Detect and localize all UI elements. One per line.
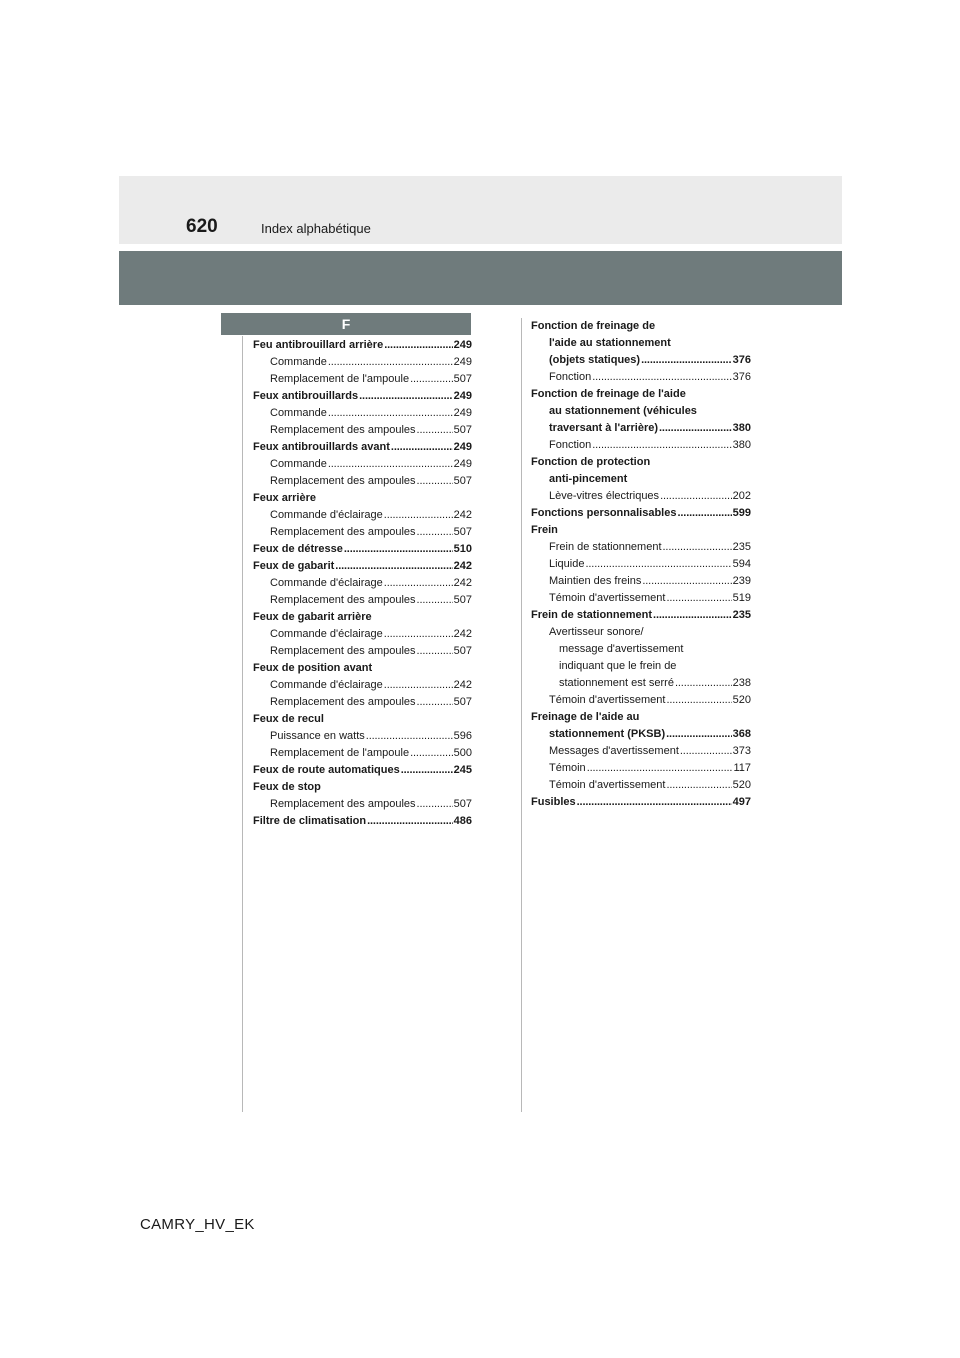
index-entry [253, 677, 472, 694]
entry-label: Freinage de l'aide au [531, 711, 640, 723]
dot-leader [328, 354, 453, 371]
index-entry [253, 643, 472, 660]
column-divider-right [521, 318, 522, 1112]
index-entry [253, 575, 472, 592]
entry-label: Fonctions personnalisables [531, 507, 677, 519]
entry-label: Fonction de freinage de l'aide [531, 388, 686, 400]
dot-leader [680, 743, 732, 760]
entry-label: Fusibles [531, 796, 576, 808]
dot-leader [367, 813, 453, 830]
index-entry [253, 711, 472, 728]
index-entry [531, 488, 751, 505]
index-entry [253, 779, 472, 796]
entry-label: Feux de gabarit arrière [253, 611, 372, 623]
index-entry [531, 607, 751, 624]
entry-page-number: 249 [453, 458, 472, 470]
index-entry [253, 694, 472, 711]
index-entry [531, 318, 751, 335]
index-entry [531, 335, 751, 352]
entry-label: Témoin d'avertissement [549, 694, 666, 706]
entry-page-number: 249 [453, 407, 472, 419]
index-entry [253, 524, 472, 541]
index-entry [531, 692, 751, 709]
entry-page-number: 507 [453, 645, 472, 657]
index-entry [253, 592, 472, 609]
index-entry [531, 760, 751, 777]
dot-leader [587, 760, 733, 777]
entry-page-number: 380 [732, 422, 751, 434]
entry-page-number: 380 [732, 439, 751, 451]
index-entry [253, 609, 472, 626]
entry-label: Feux de route automatiques [253, 764, 400, 776]
dot-leader [417, 422, 453, 439]
entry-page-number: 239 [732, 575, 751, 587]
entry-label: Liquide [549, 558, 585, 570]
entry-label: Commande [270, 356, 327, 368]
dot-leader [410, 745, 453, 762]
entry-page-number: 599 [732, 507, 751, 519]
index-entry [531, 369, 751, 386]
entry-page-number: 368 [732, 728, 751, 740]
entry-page-number: 376 [732, 371, 751, 383]
entry-label: Lève-vitres électriques [549, 490, 660, 502]
index-entry [531, 658, 751, 675]
index-entry [531, 420, 751, 437]
entry-label: Fonction de protection [531, 456, 651, 468]
dot-leader [417, 796, 453, 813]
dot-leader [666, 692, 731, 709]
index-entry [253, 626, 472, 643]
index-entry [531, 352, 751, 369]
entry-label: stationnement (PKSB) [549, 728, 666, 740]
entry-page-number: 117 [733, 762, 751, 774]
dot-leader [328, 456, 453, 473]
entry-page-number: 373 [732, 745, 751, 757]
entry-label: Avertisseur sonore/ [549, 626, 644, 638]
index-entry [253, 456, 472, 473]
entry-page-number: 507 [453, 798, 472, 810]
entry-label: au stationnement (véhicules [549, 405, 697, 417]
header-band [119, 251, 842, 305]
entry-page-number: 596 [453, 730, 472, 742]
entry-label: Témoin d'avertissement [549, 779, 666, 791]
dot-leader [660, 488, 732, 505]
dot-leader [592, 437, 731, 454]
index-entry [531, 573, 751, 590]
entry-label: stationnement est serré [559, 677, 674, 689]
dot-leader [335, 558, 452, 575]
entry-page-number: 249 [453, 441, 472, 453]
entry-label: Fonction de freinage de [531, 320, 656, 332]
dot-leader [592, 369, 731, 386]
dot-leader [666, 726, 732, 743]
entry-label: Remplacement des ampoules [270, 475, 416, 487]
dot-leader [663, 539, 732, 556]
entry-page-number: 242 [453, 679, 472, 691]
entry-label: Commande d'éclairage [270, 577, 383, 589]
index-entry [253, 490, 472, 507]
entry-page-number: 249 [453, 356, 472, 368]
entry-label: Fonction [549, 371, 592, 383]
page-number: 620 [186, 216, 218, 237]
index-entry [253, 473, 472, 490]
dot-leader [417, 473, 453, 490]
entry-label: anti-pincement [549, 473, 628, 485]
index-entry [253, 660, 472, 677]
entry-label: Feux antibrouillards avant [253, 441, 390, 453]
entry-page-number: 249 [453, 339, 472, 351]
header-background [119, 176, 842, 244]
index-entry [253, 813, 472, 830]
entry-page-number: 507 [453, 475, 472, 487]
entry-label: Commande [270, 458, 327, 470]
dot-leader [384, 575, 453, 592]
index-entry [253, 371, 472, 388]
entry-page-number: 520 [732, 779, 751, 791]
entry-label: Puissance en watts [270, 730, 365, 742]
dot-leader [577, 794, 732, 811]
entry-page-number: 245 [453, 764, 472, 776]
entry-page-number: 249 [453, 390, 472, 402]
index-entry [253, 439, 472, 456]
entry-label: Feux de détresse [253, 543, 343, 555]
entry-page-number: 500 [453, 747, 472, 759]
entry-label: Remplacement des ampoules [270, 798, 416, 810]
entry-label: Remplacement des ampoules [270, 424, 416, 436]
dot-leader [328, 405, 453, 422]
entry-page-number: 202 [732, 490, 751, 502]
entry-label: Frein [531, 524, 558, 536]
index-entry [253, 507, 472, 524]
entry-page-number: 594 [732, 558, 751, 570]
index-entry [531, 641, 751, 658]
entry-label: Messages d'avertissement [549, 745, 679, 757]
index-entry [253, 388, 472, 405]
index-entry [531, 709, 751, 726]
column-divider-left [242, 336, 243, 1112]
entry-label: Feux de position avant [253, 662, 373, 674]
document-code: CAMRY_HV_EK [140, 1216, 255, 1233]
entry-page-number: 520 [732, 694, 751, 706]
entry-page-number: 507 [453, 526, 472, 538]
dot-leader [410, 371, 453, 388]
index-column-left [253, 337, 472, 830]
entry-label: traversant à l'arrière) [549, 422, 659, 434]
entry-label: (objets statiques) [549, 354, 641, 366]
index-entry [531, 386, 751, 403]
index-entry [253, 745, 472, 762]
entry-label: Remplacement de l'ampoule [270, 747, 410, 759]
entry-label: Maintien des freins [549, 575, 642, 587]
entry-label: Feux de gabarit [253, 560, 335, 572]
dot-leader [659, 420, 732, 437]
dot-leader [384, 507, 453, 524]
entry-page-number: 235 [732, 609, 751, 621]
entry-page-number: 507 [453, 424, 472, 436]
index-entry [531, 403, 751, 420]
dot-leader [677, 505, 731, 522]
index-entry [531, 726, 751, 743]
entry-page-number: 519 [732, 592, 751, 604]
dot-leader [653, 607, 732, 624]
dot-leader [675, 675, 732, 692]
index-entry [531, 743, 751, 760]
entry-page-number: 376 [732, 354, 751, 366]
entry-label: Remplacement des ampoules [270, 645, 416, 657]
entry-label: Remplacement des ampoules [270, 526, 416, 538]
dot-leader [417, 643, 453, 660]
entry-page-number: 235 [732, 541, 751, 553]
dot-leader [359, 388, 453, 405]
entry-label: Frein de stationnement [531, 609, 653, 621]
entry-label: Filtre de climatisation [253, 815, 367, 827]
dot-leader [641, 352, 732, 369]
entry-label: Témoin [549, 762, 586, 774]
entry-page-number: 510 [453, 543, 472, 555]
dot-leader [417, 694, 453, 711]
dot-leader [384, 337, 452, 354]
dot-leader [666, 590, 731, 607]
dot-leader [366, 728, 453, 745]
index-entry [531, 539, 751, 556]
entry-label: Remplacement de l'ampoule [270, 373, 410, 385]
dot-leader [344, 541, 453, 558]
letter-tab: F [221, 313, 471, 335]
entry-label: l'aide au stationnement [549, 337, 671, 349]
dot-leader [417, 524, 453, 541]
entry-label: Feux de stop [253, 781, 321, 793]
entry-page-number: 507 [453, 594, 472, 606]
index-entry [253, 796, 472, 813]
dot-leader [666, 777, 731, 794]
entry-label: Feux arrière [253, 492, 316, 504]
dot-leader [401, 762, 453, 779]
index-entry [253, 354, 472, 371]
index-entry [531, 777, 751, 794]
entry-page-number: 242 [453, 577, 472, 589]
entry-label: Témoin d'avertissement [549, 592, 666, 604]
entry-label: Remplacement des ampoules [270, 696, 416, 708]
dot-leader [585, 556, 731, 573]
index-entry [531, 454, 751, 471]
dot-leader [642, 573, 731, 590]
entry-page-number: 497 [732, 796, 751, 808]
dot-leader [384, 677, 453, 694]
entry-label: Commande d'éclairage [270, 679, 383, 691]
entry-label: Fonction [549, 439, 592, 451]
index-entry [253, 422, 472, 439]
dot-leader [391, 439, 453, 456]
index-entry [531, 624, 751, 641]
index-entry [253, 337, 472, 354]
index-entry [253, 541, 472, 558]
entry-page-number: 242 [453, 560, 472, 572]
entry-label: Feux de recul [253, 713, 324, 725]
entry-page-number: 242 [453, 628, 472, 640]
entry-label: Feu antibrouillard arrière [253, 339, 384, 351]
page-title: Index alphabétique [261, 221, 371, 236]
index-entry [531, 437, 751, 454]
entry-label: Feux antibrouillards [253, 390, 359, 402]
index-entry [531, 556, 751, 573]
index-entry [253, 762, 472, 779]
entry-label: Frein de stationnement [549, 541, 662, 553]
entry-label: Commande d'éclairage [270, 628, 383, 640]
index-entry [531, 675, 751, 692]
dot-leader [417, 592, 453, 609]
entry-label: Commande d'éclairage [270, 509, 383, 521]
entry-page-number: 238 [732, 677, 751, 689]
index-entry [253, 558, 472, 575]
entry-page-number: 242 [453, 509, 472, 521]
entry-label: Commande [270, 407, 327, 419]
entry-page-number: 507 [453, 373, 472, 385]
index-entry [253, 405, 472, 422]
entry-page-number: 507 [453, 696, 472, 708]
index-entry [531, 522, 751, 539]
entry-page-number: 486 [453, 815, 472, 827]
entry-label: message d'avertissement [559, 643, 684, 655]
entry-label: indiquant que le frein de [559, 660, 677, 672]
index-column-right [531, 318, 751, 811]
index-entry [531, 590, 751, 607]
index-entry [531, 505, 751, 522]
dot-leader [384, 626, 453, 643]
index-entry [253, 728, 472, 745]
index-entry [531, 794, 751, 811]
index-entry [531, 471, 751, 488]
entry-label: Remplacement des ampoules [270, 594, 416, 606]
